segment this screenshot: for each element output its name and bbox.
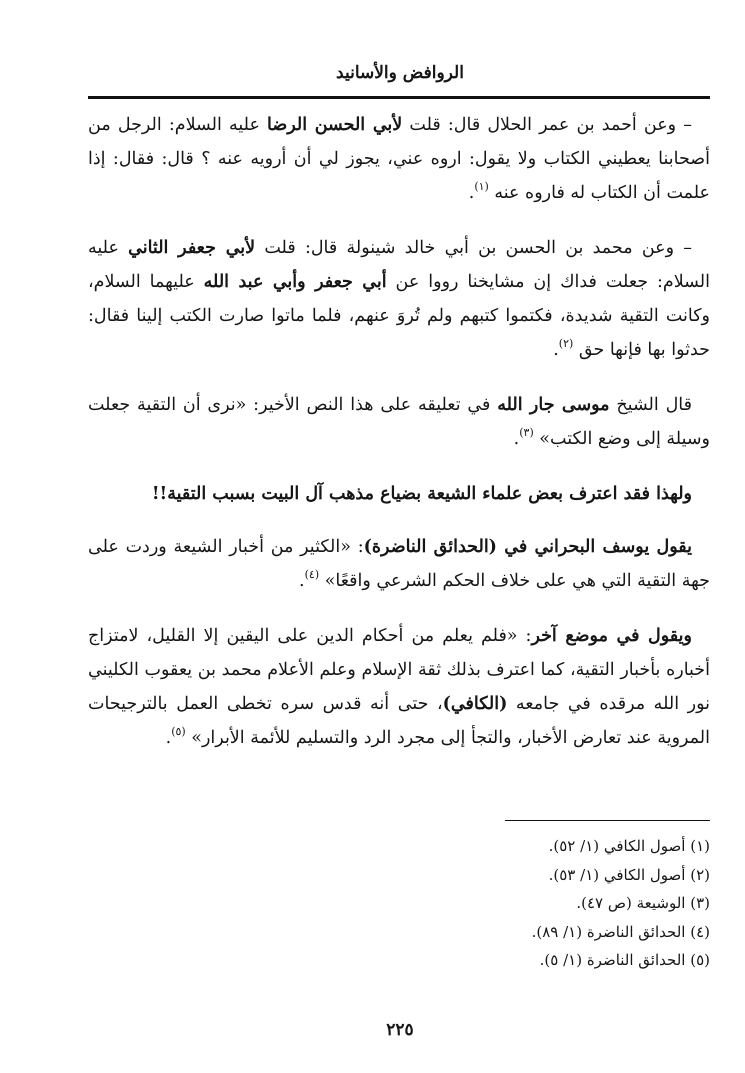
paragraph-6 (88, 619, 710, 757)
running-head: الروافض والأسانيد (336, 63, 464, 83)
bold-name: لأبي جعفر الثاني (128, 238, 256, 258)
footnote-rule (505, 820, 710, 821)
bold-statement: ولهذا فقد اعترف بعض علماء الشيعة بضياع مذهب آل البيت بسبب التقية!! (151, 484, 692, 504)
footnote-5: (٥) الحدائق الناضرة (١/ ٥). (539, 951, 710, 969)
paragraph-text: عليه السلام: جعلت فداك إن مشايخنا رووا عن (88, 238, 710, 292)
bold-name: موسى جار الله (497, 395, 610, 415)
footnote-3: (٣) الوشيعة (ص ٤٧). (576, 894, 710, 912)
paragraph-text: في تعليقه على هذا النص الأخير: «نرى أن التقية جعلت وسيلة إلى وضع الكتب» (88, 395, 710, 449)
paragraph-text: . (513, 429, 520, 449)
footnote-ref-3: (٣) (519, 426, 534, 439)
footnotes (88, 832, 710, 975)
page-number: ٢٢٥ (386, 1020, 414, 1040)
paragraph-text: . (468, 183, 475, 203)
header-rule (88, 96, 710, 99)
footnote-4: (٤) الحدائق الناضرة (١/ ٨٩). (531, 922, 710, 941)
paragraph-text: . (553, 340, 559, 360)
paragraph-text: : «فلم يعلم من أحكام الدين على اليقين إلا القليل، لامتزاج أخباره بأخبار التقية، كما اعترف بذلك ثقة الإسلام وعلم الأعلام محمد بن يعقوب الكليني نور الله مرقده في جامعه (88, 626, 710, 714)
paragraph-text: . (165, 728, 172, 748)
bold-name: لأبي الحسن الرضا (267, 115, 403, 135)
paragraph-text: – وعن أحمد بن عمر الحلال قال: قلت (402, 115, 692, 135)
footnote-ref-4: (٤) (304, 568, 320, 581)
paragraph-1 (88, 108, 710, 212)
paragraph-text: قال الشيخ (609, 395, 692, 415)
bold-citation: ويقول في موضع آخر (531, 626, 692, 646)
body-text (88, 108, 710, 776)
bold-name: (الكافي) (442, 694, 508, 714)
paragraph-text: : «الكثير من أخبار الشيعة وردت على جهة التقية التي هي على خلاف الحكم الشرعي واقعًا» (88, 537, 710, 591)
footnote-2: (٢) أصول الكافي (١/ ٥٣). (548, 865, 710, 884)
paragraph-text: عليه السلام: الرجل من أصحابنا يعطيني الكتاب ولا يقول: اروه عني، يجوز لي أن أرويه عنه ؟ قال: فقال: إذا علمت أن الكتاب له فاروه عنه (88, 115, 710, 203)
paragraph-text: ، حتى أنه قدس سره تخطى العمل بالترجيحات المروية عند تعارض الأخبار، والتجأ إلى مجرد الرد والتسليم للأئمة الأبرار» (88, 694, 710, 748)
bold-citation: يقول يوسف البحراني في (الحدائق الناضرة) (363, 537, 692, 557)
footnote-1: (١) أصول الكافي (١/ ٥٢). (548, 837, 710, 855)
footnote-ref-2: (٢) (558, 337, 574, 350)
paragraph-4 (88, 477, 710, 511)
paragraph-3 (88, 388, 710, 458)
paragraph-text: عليهما السلام، وكانت التقية شديدة، فكتموا كتبهم ولم تُروَ عنهم، فلما ماتوا صارت الكتب إلينا فقال: حدثوا بها فإنها حق (88, 272, 710, 360)
paragraph-2 (88, 231, 710, 369)
footnote-ref-5: (٥) (171, 725, 186, 738)
paragraph-text: – وعن محمد بن الحسن بن أبي خالد شينولة قال: قلت (255, 238, 693, 258)
paragraph-5 (88, 530, 710, 600)
paragraph-text: . (299, 571, 305, 591)
footnote-ref-1: (١) (474, 180, 489, 193)
bold-name: أبي جعفر وأبي عبد الله (203, 272, 387, 292)
